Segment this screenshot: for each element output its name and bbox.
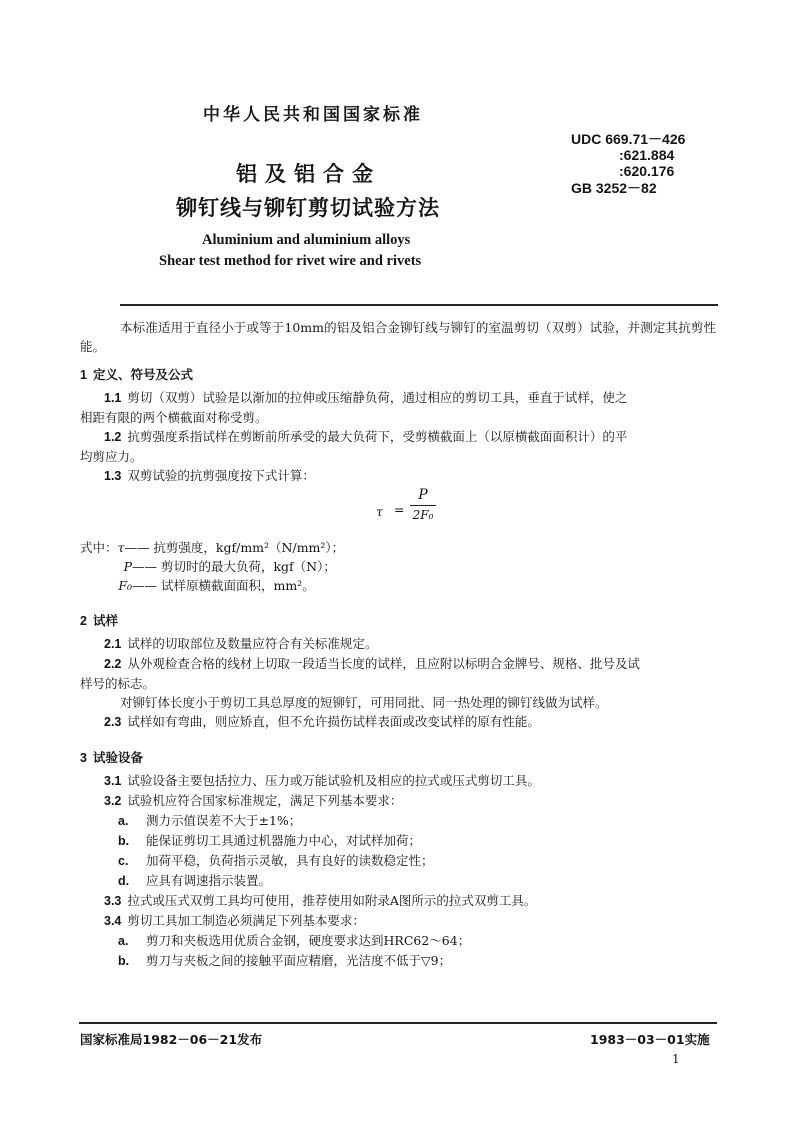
clause-1-3 <box>80 466 716 486</box>
formula-fraction <box>410 486 436 523</box>
clause-number: 3.3 <box>104 894 122 908</box>
list-item <box>80 951 716 971</box>
clause-2-2 <box>80 654 716 674</box>
title-en-line-2: Shear test method for rivet wire and rivets <box>159 253 422 269</box>
clause-number: 2.2 <box>104 657 122 671</box>
symbol-tau <box>80 538 716 557</box>
symbol-definition: —— 抗剪强度，kgf/mm²（N/mm²）； <box>124 540 345 555</box>
clause-1-2-cont: 均剪应力。 <box>80 449 143 464</box>
list-item <box>80 871 716 891</box>
clause-text: 剪切（双剪）试验是以渐加的拉伸或压缩静负荷，通过相应的剪切工具，垂直于试样，使之 <box>127 390 628 405</box>
intro-paragraph: 本标准适用于直径小于或等于10mm的铝及铝合金铆钉线与铆钉的室温剪切（双剪）试验，并测定其抗剪性能。 <box>80 320 716 354</box>
clause-2-2-paragraph: 对铆钉体长度小于剪切工具总厚度的短铆钉，可用同批、同一热处理的铆钉线做为试样。 <box>120 695 608 710</box>
section-title: 定义、符号及公式 <box>92 367 193 382</box>
section-title: 试样 <box>92 613 118 628</box>
item-letter: d. <box>118 874 130 888</box>
item-letter: b. <box>118 834 130 848</box>
shear-strength-formula <box>80 486 716 538</box>
udc-code <box>571 131 685 179</box>
udc-line-2: :621.884 <box>619 147 675 163</box>
clause-3-1 <box>80 771 716 791</box>
clause-number: 3.1 <box>104 774 122 788</box>
header-divider <box>120 304 718 306</box>
clause-number: 3.4 <box>104 914 122 928</box>
item-text: 测力示值误差不大于±1%； <box>146 813 302 828</box>
item-text: 能保证剪切工具通过机器施力中心，对试样加荷； <box>146 833 422 848</box>
list-item <box>80 811 716 831</box>
udc-line-3: :620.176 <box>619 163 675 179</box>
clause-1-1 <box>80 388 716 408</box>
clause-text: 双剪试验的抗剪强度按下式计算： <box>127 468 315 483</box>
symbol-definition: —— 试样原横截面面积，mm²。 <box>132 578 315 593</box>
item-letter: b. <box>118 954 130 968</box>
symbol-name: τ <box>117 540 125 555</box>
clause-1-1-cont: 相距有限的两个横截面对称受剪。 <box>80 410 268 425</box>
clause-text: 试样的切取部位及数量应符合有关标准规定。 <box>127 636 378 651</box>
clause-2-3 <box>80 712 716 732</box>
issuing-authority: 中华人民共和国国家标准 <box>203 105 423 125</box>
clause-number: 2.1 <box>104 637 122 651</box>
clause-text: 从外观检查合格的线材上切取一段适当长度的试样，且应附以标明合金牌号、规格、批号及试 <box>127 656 640 671</box>
section-title: 试验设备 <box>92 750 143 765</box>
formula-numerator: P <box>418 487 428 503</box>
section-2-heading <box>80 611 716 631</box>
list-item <box>80 931 716 951</box>
section-number: 2 <box>80 614 87 628</box>
item-text: 剪刀和夹板选用优质合金钢，硬度要求达到HRC62～64； <box>146 933 471 948</box>
clause-number: 1.3 <box>104 469 122 483</box>
item-text: 应具有调速指示装置。 <box>146 873 272 888</box>
effective-date: 1983－03－01实施 <box>590 1032 710 1047</box>
formula-denominator: 2F₀ <box>412 508 434 522</box>
udc-line-1: UDC 669.71－426 <box>571 131 686 147</box>
symbol-name: P <box>123 559 132 574</box>
symbol-name: F₀ <box>118 578 132 593</box>
item-text: 加荷平稳，负荷指示灵敏，具有良好的读数稳定性； <box>146 853 434 868</box>
clause-3-2 <box>80 791 716 811</box>
title-cn-line-2: 铆钉线与铆钉剪切试验方法 <box>176 196 440 220</box>
title-en-line-1: Aluminium and aluminium alloys <box>202 232 411 248</box>
page-number: 1 <box>672 1052 680 1066</box>
document-body <box>80 318 716 971</box>
clause-number: 3.2 <box>104 794 122 808</box>
symbol-lead: 式中： <box>80 540 118 555</box>
symbol-definition: —— 剪切时的最大负荷，kgf（N）； <box>132 559 336 574</box>
clause-3-4 <box>80 911 716 931</box>
gb-code: GB 3252－82 <box>571 180 657 196</box>
formula-lhs: τ <box>376 504 383 519</box>
item-text: 剪刀与夹板之间的接触平面应精磨，光洁度不低于▽9； <box>146 953 452 968</box>
section-number: 1 <box>80 368 87 382</box>
list-item <box>80 851 716 871</box>
clause-3-3 <box>80 891 716 911</box>
clause-number: 2.3 <box>104 715 122 729</box>
clause-text: 拉式或压式双剪工具均可使用，推荐使用如附录A图所示的拉式双剪工具。 <box>127 893 537 908</box>
title-cn-line-1: 铝及铝合金 <box>236 162 381 186</box>
section-1-heading <box>80 365 716 385</box>
item-letter: a. <box>118 934 129 948</box>
clause-number: 1.2 <box>104 430 122 444</box>
section-number: 3 <box>80 751 87 765</box>
formula-equals: = <box>394 502 405 517</box>
clause-text: 剪切工具加工制造必须满足下列基本要求： <box>127 913 365 928</box>
symbol-f0 <box>80 576 716 595</box>
issue-date: 国家标准局1982－06－21发布 <box>80 1032 263 1047</box>
clause-2-2-cont: 样号的标志。 <box>80 676 156 691</box>
section-3-heading <box>80 748 716 768</box>
clause-text: 试验设备主要包括拉力、压力或万能试验机及相应的拉式或压式剪切工具。 <box>127 773 540 788</box>
symbol-p <box>80 557 716 576</box>
clause-text: 试样如有弯曲，则应矫直，但不允许损伤试样表面或改变试样的原有性能。 <box>127 714 540 729</box>
clause-text: 试验机应符合国家标准规定，满足下列基本要求： <box>127 793 403 808</box>
item-letter: a. <box>118 814 129 828</box>
clause-number: 1.1 <box>104 391 122 405</box>
fraction-bar <box>410 505 436 506</box>
list-item <box>80 831 716 851</box>
footer-divider <box>79 1022 717 1024</box>
clause-1-2 <box>80 427 716 447</box>
clause-text: 抗剪强度系指试样在剪断前所承受的最大负荷下，受剪横截面上（以原横截面面积计）的平 <box>127 429 628 444</box>
clause-2-1 <box>80 634 716 654</box>
item-letter: c. <box>118 854 129 868</box>
